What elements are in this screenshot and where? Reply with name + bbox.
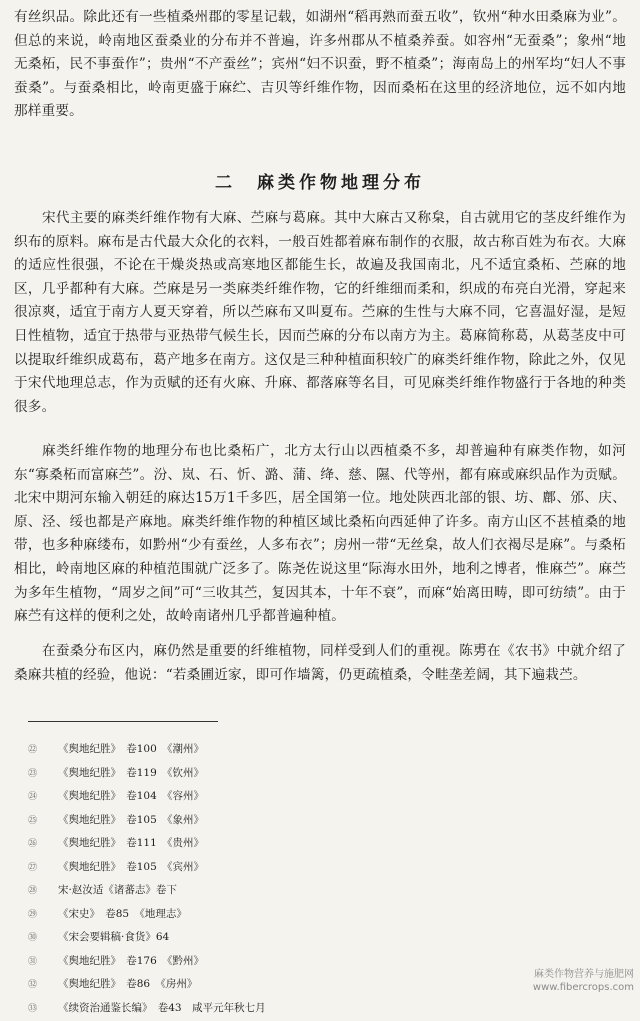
footnote-item	[28, 973, 548, 997]
footnote-item	[28, 856, 548, 880]
footnote-divider	[28, 721, 218, 722]
footnote-item	[28, 809, 548, 833]
section-heading: 二 麻类作物地理分布	[0, 168, 640, 193]
paragraph-3: 麻类纤维作物的地理分布也比桑柘广，北方太行山以西植桑不多，却普遍种有麻类作物，如河东“寡桑柘而富麻苎”。汾、岚、石、忻、潞、蒲、绛、慈、隰、代等州，都有麻或麻织品作为贡赋。北宋中期河东输入朝廷的麻达15万1千多匹，居全国第一位。地处陕西北部的银、坊、鄜、邠、庆、原、泾、绥也都是产麻地。麻类纤维作物的种植区域比桑柘向西延伸了许多。南方山区不甚植桑的地带，也多种麻缕布，如黔州“少有蚕丝，人多布衣”；房州一带“无丝枲，故人们衣褐尽是麻”。与桑柘相比，岭南地区麻的种植范围就广泛多了。陈尧佐说这里“际海水田外，地利之博者，惟麻苎”。麻苎为多年生植物，“周岁之间”可“三收其苎，复因其本，十年不衰”，而麻“始离田畴，即可纺绩”。由于麻苎有这样的便利之处，故岭南诸州几乎都普遍种植。	[14, 440, 626, 629]
footnote-mark: ㉜	[28, 974, 58, 998]
footnote-mark: ㉓	[28, 763, 58, 787]
footnote-item	[28, 738, 548, 762]
footnote-mark: ㉛	[28, 951, 58, 975]
footnote-mark: ㉔	[28, 786, 58, 810]
footnote-text: 《宋会要辑稿·食货》64	[58, 926, 169, 950]
footnote-mark: ㉖	[28, 833, 58, 857]
footnote-text: 《舆地纪胜》 卷104 《容州》	[58, 785, 204, 809]
watermark-url: www.fibercrops.com	[533, 981, 634, 994]
paragraph-2: 宋代主要的麻类纤维作物有大麻、苎麻与葛麻。其中大麻古又称枲，自古就用它的茎皮纤维作为织布的原料。麻布是古代最大众化的衣料，一般百姓都着麻布制作的衣服，故古称百姓为布衣。大麻的适应性很强，不论在干燥炎热或高寒地区都能生长，故遍及我国南北，凡不适宜桑柘、苎麻的地区，几乎都种有大麻。苎麻是另一类麻类纤维作物，它的纤维细而柔和，织成的布亮白光滑，穿起来很凉爽，适宜于南方人夏天穿着，所以苎麻布又叫夏布。苎麻的生性与大麻不同，它喜温好湿，是短日性植物，适宜于热带与亚热带气候生长，因而苎麻的分布以南方为主。葛麻简称葛，从葛茎皮中可以提取纤维织成葛布，葛产地多在南方。这仅是三种种植面积较广的麻类纤维作物，除此之外，仅见于宋代地理总志，作为贡赋的还有火麻、升麻、都落麻等名目，可见麻类纤维作物盛行于各地的种类很多。	[14, 207, 626, 419]
footnote-item	[28, 950, 548, 974]
footnote-text: 《宋史》 卷85 《地理志》	[58, 903, 187, 927]
footnote-text: 《舆地纪胜》 卷176 《黔州》	[58, 950, 204, 974]
watermark-site-name: 麻类作物营养与施肥网	[533, 968, 634, 981]
paragraph-4: 在蚕桑分布区内，麻仍然是重要的纤维植物，同样受到人们的重视。陈旉在《农书》中就介绍了桑麻共植的经验，他说：“若桑圃近家，即可作墙篱，仍更疏植桑，令畦垄差阔，其下遍栽苎。	[14, 640, 626, 687]
footnote-item	[28, 903, 548, 927]
footnote-item	[28, 762, 548, 786]
footnote-item	[28, 832, 548, 856]
footnote-text: 《续资治通鉴长编》 卷43 咸平元年秋七月	[58, 997, 266, 1021]
footnote-item	[28, 997, 548, 1021]
footnote-mark: ㉘	[28, 880, 58, 904]
footnote-text: 《舆地纪胜》 卷119 《钦州》	[58, 762, 204, 786]
footnote-text: 《舆地纪胜》 卷105 《宾州》	[58, 856, 204, 880]
footnote-mark: ㉒	[28, 739, 58, 763]
footnote-mark: ㉕	[28, 810, 58, 834]
footnote-text: 《舆地纪胜》 卷86 《房州》	[58, 973, 197, 997]
footnote-mark: ㉗	[28, 857, 58, 881]
footnote-item	[28, 926, 548, 950]
footnote-mark: ㉚	[28, 927, 58, 951]
footnote-mark: ㉝	[28, 998, 58, 1021]
footnote-item	[28, 879, 548, 903]
footnote-text: 《舆地纪胜》 卷111 《贵州》	[58, 832, 204, 856]
footnote-text: 《舆地纪胜》 卷100 《潮州》	[58, 738, 204, 762]
paragraph-1: 有丝织品。除此还有一些植桑州郡的零星记载，如湖州“稻再熟而蚕五收”，钦州“种水田桑麻为业”。但总的来说，岭南地区蚕桑业的分布并不普遍，许多州郡从不植桑养蚕。如容州“无蚕桑”；象州“地无桑柘，民不事蚕作”；贵州“不产蚕丝”；宾州“妇不识蚕，野不植桑”；海南岛上的州军均“妇人不事蚕桑”。与蚕桑相比，岭南更盛于麻纻、吉贝等纤维作物，因而桑柘在这里的经济地位，远不如内地那样重要。	[14, 6, 626, 124]
footnote-mark: ㉙	[28, 904, 58, 928]
site-watermark	[533, 968, 634, 994]
footnote-item	[28, 785, 548, 809]
footnote-list	[28, 738, 548, 1020]
footnote-text: 宋·赵汝适《诸蕃志》卷下	[58, 879, 177, 903]
footnote-text: 《舆地纪胜》 卷105 《象州》	[58, 809, 204, 833]
